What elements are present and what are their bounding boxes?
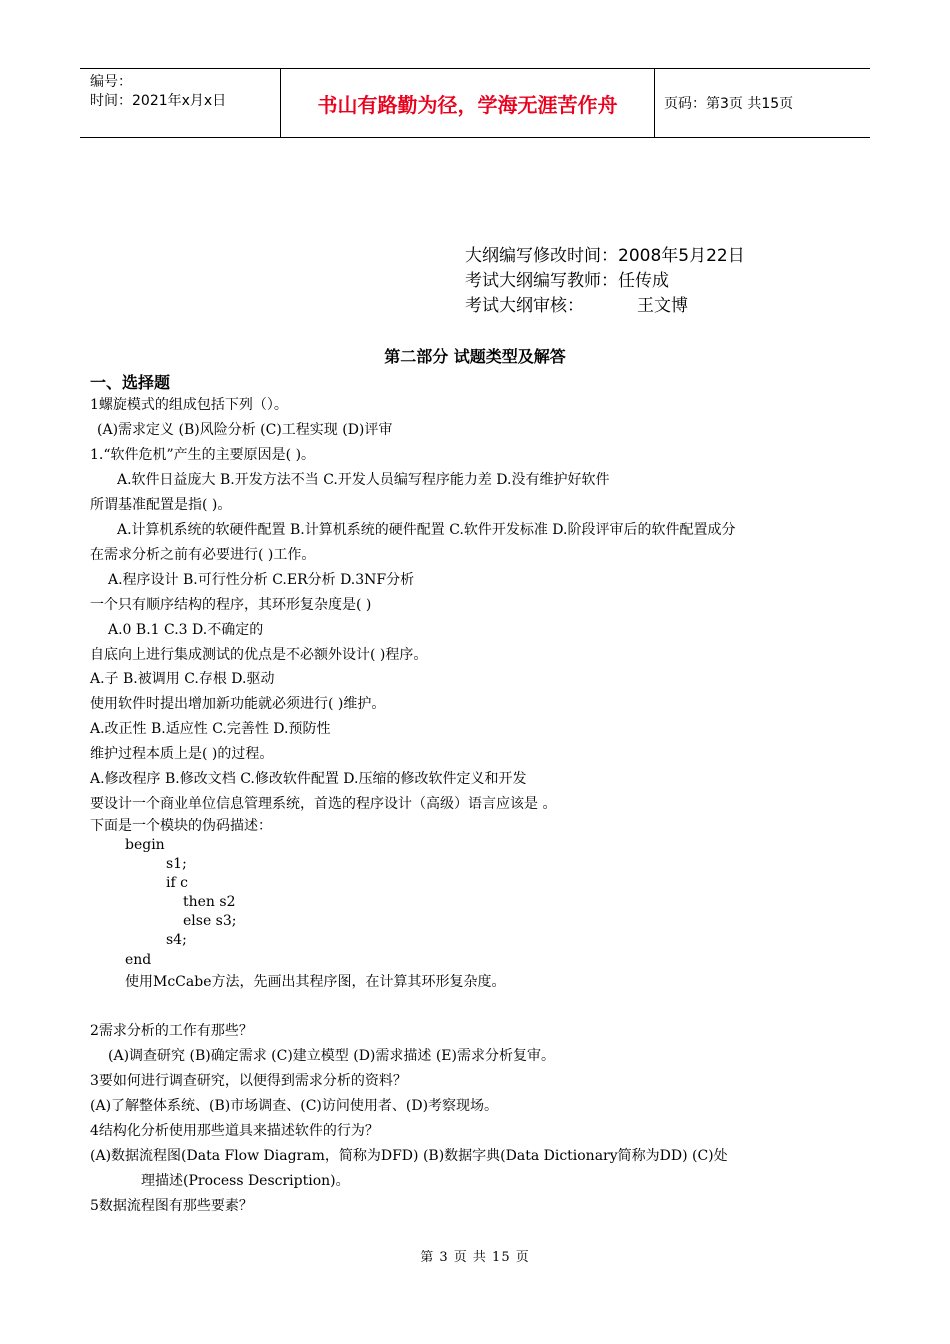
reviewer-name: 王文博: [637, 296, 688, 316]
text-line: A.改正性 B.适应性 C.完善性 D.预防性: [90, 721, 331, 737]
text-line: 使用软件时提出增加新功能就必须进行( )维护。: [90, 696, 386, 712]
text-line: A.子 B.被调用 C.存根 D.驱动: [90, 671, 275, 687]
code-line: s4;: [166, 932, 187, 948]
author-name: 任传成: [618, 271, 669, 291]
author-row: [465, 269, 745, 294]
revision-time: 大纲编写修改时间：2008年5月22日: [465, 246, 745, 266]
text-line: 理描述(Process Description)。: [141, 1173, 350, 1189]
code-line: s1;: [166, 856, 187, 872]
text-line: 4结构化分析使用那些道具来描述软件的行为？: [90, 1123, 379, 1139]
text-line: 在需求分析之前有必要进行( )工作。: [90, 547, 316, 563]
code-line: end: [125, 952, 152, 968]
reviewer-row: [465, 294, 745, 319]
section-title: 第二部分 试题类型及解答: [384, 347, 566, 366]
header-meta: [80, 69, 281, 137]
header-motto: 书山有路勤为径，学海无涯苦作舟: [281, 69, 655, 137]
text-line: A.0 B.1 C.3 D.不确定的: [108, 622, 264, 638]
text-line: (A)数据流程图(Data Flow Diagram，简称为DFD) (B)数据字典(Data Dictionary简称为DD) (C)处: [90, 1148, 728, 1164]
code-line: begin: [125, 837, 165, 853]
text-line: 1螺旋模式的组成包括下列（）。: [90, 397, 288, 413]
text-line: 自底向上进行集成测试的优点是不必额外设计( )程序。: [90, 647, 428, 663]
text-line: A.程序设计 B.可行性分析 C.ER分析 D.3NF分析: [108, 572, 415, 588]
page-header: [80, 68, 870, 138]
text-line: 5数据流程图有那些要素？: [90, 1198, 253, 1214]
text-line: 1.“软件危机”产生的主要原因是( )。: [90, 447, 316, 463]
reviewer-label: 考试大纲审核：: [465, 296, 584, 316]
text-line: 使用McCabe方法，先画出其程序图，在计算其环形复杂度。: [125, 974, 506, 990]
code-line: else s3;: [183, 913, 237, 929]
text-line: 所谓基准配置是指( )。: [90, 497, 232, 513]
serial-label: 编号：: [90, 74, 132, 90]
author-label: 考试大纲编写教师：: [465, 271, 618, 291]
question-heading: 一、选择题: [90, 373, 171, 392]
code-line: if c: [166, 875, 188, 891]
page-footer: 第 3 页 共 15 页: [420, 1250, 530, 1265]
text-line: (A)需求定义 (B)风险分析 (C)工程实现 (D)评审: [97, 422, 393, 438]
date-line: 时间：2021年x月x日: [90, 93, 227, 109]
text-line: (A)调查研究 (B)确定需求 (C)建立模型 (D)需求描述 (E)需求分析复审。: [108, 1048, 555, 1064]
text-line: A.修改程序 B.修改文档 C.修改软件配置 D.压缩的修改软件定义和开发: [90, 771, 527, 787]
text-line: 要设计一个商业单位信息管理系统，首选的程序设计（高级）语言应该是 。: [90, 796, 557, 812]
signature-block: [465, 244, 745, 319]
text-line: A.计算机系统的软硬件配置 B.计算机系统的硬件配置 C.软件开发标准 D.阶段评审后的软件配置成分: [117, 522, 736, 538]
text-line: 3要如何进行调查研究，以便得到需求分析的资料？: [90, 1073, 407, 1089]
text-line: 下面是一个模块的伪码描述：: [90, 818, 272, 834]
text-line: A.软件日益庞大 B.开发方法不当 C.开发人员编写程序能力差 D.没有维护好软件: [117, 472, 610, 488]
text-line: (A)了解整体系统、(B)市场调查、(C)访问使用者、(D)考察现场。: [90, 1098, 499, 1114]
code-line: then s2: [183, 894, 236, 910]
text-line: 维护过程本质上是( )的过程。: [90, 746, 274, 762]
text-line: 2需求分析的工作有那些？: [90, 1023, 253, 1039]
text-line: 一个只有顺序结构的程序，其环形复杂度是( ): [90, 597, 372, 613]
header-page-info: 页码：第3页 共15页: [664, 96, 794, 112]
